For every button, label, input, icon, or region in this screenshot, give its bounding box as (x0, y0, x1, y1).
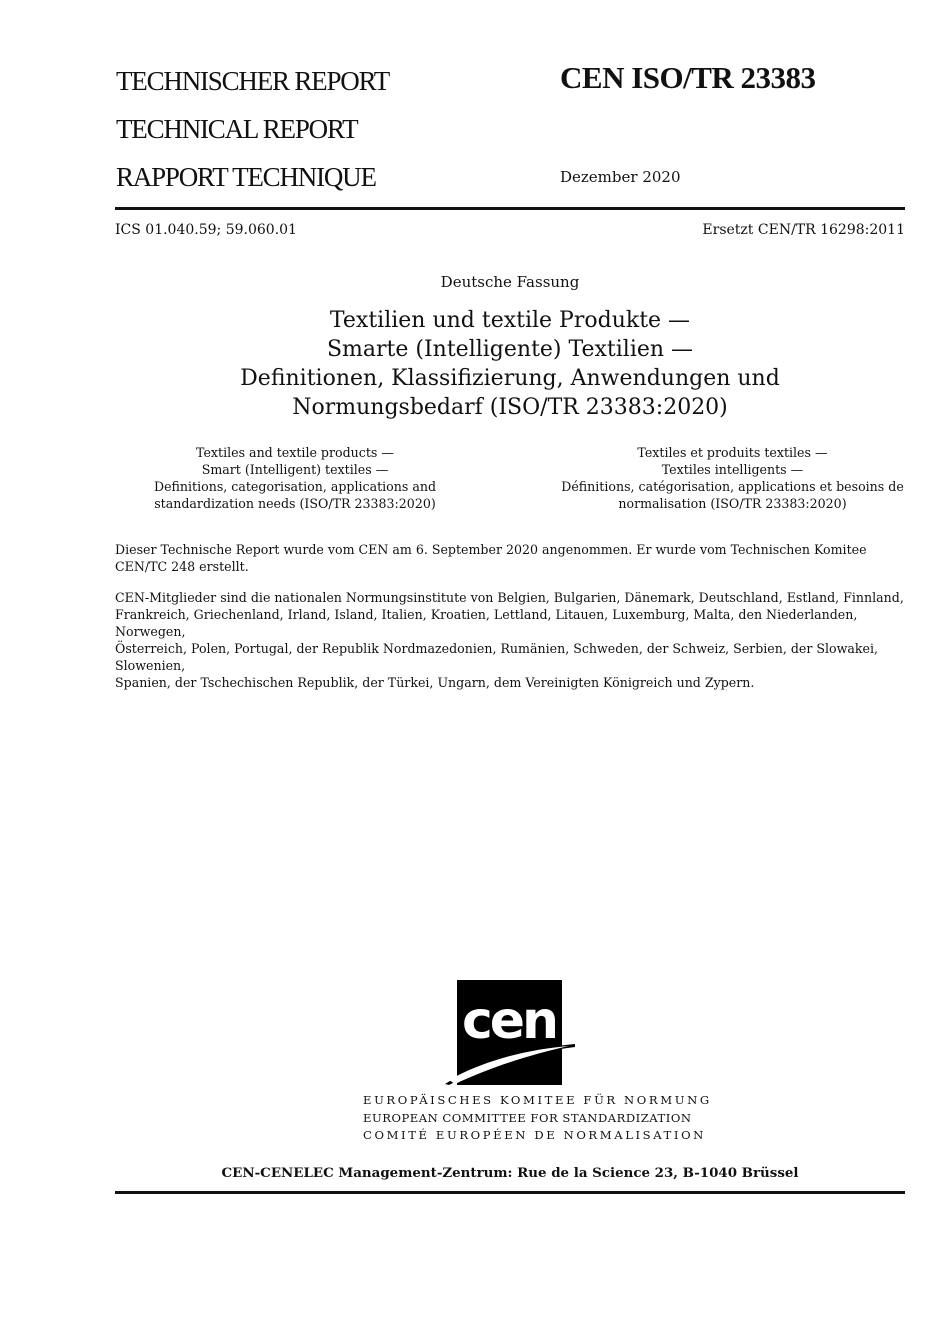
title-en-line: Definitions, categorisation, applications and (153, 479, 437, 494)
title-fr-line: Définitions, catégorisation, applications et besoins de (561, 479, 904, 494)
cen-logo-text: cen (461, 991, 557, 1051)
title-fr-line: Textiles intelligents — (661, 462, 804, 477)
title-de-line: Normungsbedarf (ISO/TR 23383:2020) (292, 395, 728, 420)
doc-type-fr: RAPPORT TECHNIQUE (116, 162, 376, 192)
members-line: Österreich, Polen, Portugal, der Republik Nordmazedonien, Rumänien, Schweden, der Schweiz, Serbien, der Slowakei, Slowenien, (115, 641, 879, 673)
members-line: CEN-Mitglieder sind die nationalen Normungsinstitute von Belgien, Bulgarien, Dänemark, Deutschland, Estland, Finnland, (115, 590, 904, 605)
title-de-line: Definitionen, Klassifizierung, Anwendungen und (240, 366, 780, 391)
title-english (130, 444, 460, 512)
title-german (115, 306, 905, 422)
header-rule (115, 207, 905, 210)
adoption-line: CEN/TC 248 erstellt. (115, 559, 249, 574)
replaces-note: Ersetzt CEN/TR 16298:2011 (702, 222, 905, 238)
doc-type-en: TECHNICAL REPORT (116, 114, 358, 144)
title-de-line: Textilien und textile Produkte — (329, 308, 691, 333)
address: CEN-CENELEC Management-Zentrum: Rue de la Science 23, B-1040 Brüssel (221, 1165, 799, 1181)
doc-type-de: TECHNISCHER REPORT (116, 66, 390, 96)
title-en-line: Smart (Intelligent) textiles — (201, 462, 389, 477)
org-name-de: EUROPÄISCHES KOMITEE FÜR NORMUNG (363, 1093, 712, 1107)
org-name-fr: COMITÉ EUROPÉEN DE NORMALISATION (363, 1128, 706, 1142)
ics-code: ICS 01.040.59; 59.060.01 (115, 222, 297, 238)
title-de-line: Smarte (Intelligente) Textilien — (326, 337, 694, 362)
standard-number: CEN ISO/TR 23383 (560, 60, 816, 95)
org-name-en: EUROPEAN COMMITTEE FOR STANDARDIZATION (363, 1111, 692, 1125)
title-en-line: standardization needs (ISO/TR 23383:2020) (154, 496, 436, 511)
members-line: Frankreich, Griechenland, Irland, Island, Italien, Kroatien, Lettland, Litauen, Luxemburg, Malta, den Niederlanden, Norwegen, (115, 607, 858, 639)
title-en-line: Textiles and textile products — (196, 445, 394, 460)
footer-rule (115, 1191, 905, 1194)
title-fr-line: Textiles et produits textiles — (637, 445, 828, 460)
adoption-paragraph (115, 541, 910, 575)
members-paragraph (115, 589, 910, 691)
publication-date: Dezember 2020 (560, 168, 681, 186)
adoption-line: Dieser Technische Report wurde vom CEN am 6. September 2020 angenommen. Er wurde vom Technischen Komitee (115, 542, 867, 557)
language-version: Deutsche Fassung (440, 273, 580, 291)
title-french (560, 444, 905, 512)
title-fr-line: normalisation (ISO/TR 23383:2020) (618, 496, 847, 511)
cen-logo (457, 980, 562, 1085)
members-line: Spanien, der Tschechischen Republik, der Türkei, Ungarn, dem Vereinigten Königreich und Zypern. (115, 675, 755, 690)
